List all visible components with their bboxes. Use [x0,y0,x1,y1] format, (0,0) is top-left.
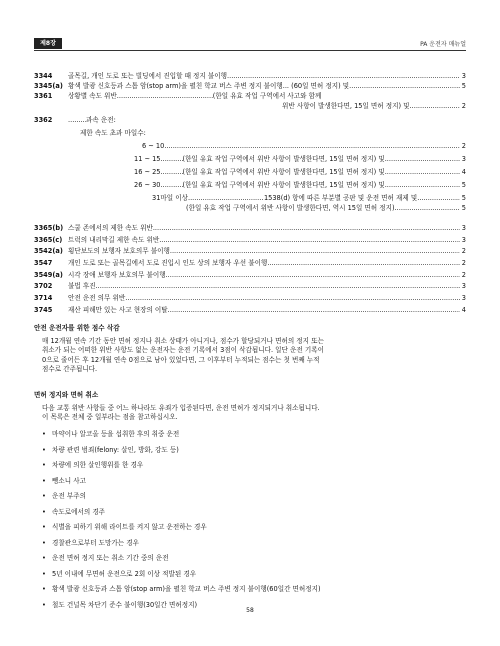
violation-code: 3702 [34,282,53,291]
violation-row [34,293,466,305]
paragraph-line: 매 12개월 연속 기간 동안 면허 정지나 취소 상태가 아니거나, 점수가 할당되거나 면허의 정지 또는 [42,337,324,345]
paragraph-line: 다음 교통 위반 사항들 중 어느 하나라도 유죄가 입증된다면, 운전 면허가 정지되거나 취소됩니다. [42,404,320,412]
violation-note: 위반 사항이 발생한다면, 15일 면허 정지) 및 [282,102,410,110]
page-header [34,38,466,51]
violation-row [34,115,466,125]
violation-row [34,81,466,91]
speed-row-continuation [34,203,466,213]
violation-text: 골목길, 개인 도로 또는 빌딩에서 진입할 때 정지 불이행 [68,72,227,80]
speed-row [34,141,466,151]
speed-note: (한일 유효 작업 구역에서 위반 사항이 발생한다면, 15일 면허 정지) 및 [182,155,385,163]
running-title: PA 운전자 매뉴얼 [420,41,466,48]
violation-text: 트럭의 내리막길 제한 속도 위반 [68,235,160,244]
violation-points: 3 [461,235,466,244]
chapter-tab: 제8장 [34,38,62,49]
speed-points: 5 [461,181,466,189]
speed-row [34,154,466,164]
violation-code: 3365(b) [34,224,64,232]
violation-code: 3345(a) [34,82,63,90]
violation-code: 3344 [34,72,53,80]
speed-row [34,193,466,203]
section-paragraph-safe-driver [42,337,466,375]
violation-row-continuation [34,101,466,111]
page-number: 58 [246,607,254,614]
violation-list-bottom [34,223,466,317]
speed-note: 1538(d) 항에 따른 부분별 공판 및 운전 면허 재제 및 [263,194,418,202]
violation-points: 4 [461,305,466,314]
violation-row [34,246,466,258]
paragraph-line: 취소가 되는 어떠한 위반 사항도 없는 운전자는 운전 기록에서 3점이 삭감됩니다. 일단 운전 기록이 [42,346,324,355]
speed-note: (한일 유효 작업 구역에서 위반 사항이 발생한다면, 15일 면허 정지) 및 [182,168,385,176]
violation-points: 5 [461,82,466,90]
violation-text: 과속 운전: [86,116,116,124]
speed-range: 31마일 이상 [152,194,188,202]
violation-points: 2 [461,102,466,110]
list-item: • 5년 이내에 무면허 운전으로 2회 이상 적발된 경우 [42,567,462,583]
paragraph-line: 이 목록은 전체 중 일부라는 점을 참고하십시오. [42,413,178,422]
violation-points: 3 [461,72,466,80]
violation-points: 2 [461,247,466,256]
speed-note: (한일 유효 작업 구역에서 위반 사항이 발생한다면, 15일 면허 정지) 및 [182,181,385,189]
violation-text: 황색 발광 신호등과 스톱 암(stop arm)을 펼친 학교 버스 주변 정지 불이행... (60일 면허 정지) 및 [68,82,350,90]
violation-text: 횡단보도의 보행자 보호의무 불이행 [68,247,170,256]
section-heading-suspension: 면허 정지와 면허 취소 [34,391,99,399]
violation-text: 상황별 속도 위반 [68,92,117,100]
violation-points: 2 [461,270,466,279]
violation-row [34,235,466,247]
paragraph-line: 0으로 줄어든 후 12개월 연속 0점으로 남아 있었다면, 그 이후부터 누적되는 점수는 첫 번째 누적 [42,355,320,364]
list-item: • 마약이나 알코올 등을 섭취한 후의 취중 운전 [42,427,462,443]
speed-row [34,180,466,190]
speed-note: (한일 유효 작업 구역에서 위반 사항이 발생한다면, 역시 15일 면허 정지) [186,204,395,212]
list-item: • 운전 부주의 [42,489,462,505]
violation-code: 3365(c) [34,235,63,244]
list-item: • 뺑소니 사고 [42,474,462,490]
section-paragraph-suspension [42,404,466,423]
violation-code: 3542(a) [34,247,63,256]
speed-points: 3 [461,155,466,163]
speed-range: 16 ~ 25 [134,168,161,176]
violation-text: 안전 운전 의무 위반 [68,294,126,303]
violation-code: 3714 [34,294,53,303]
violation-code: 3362 [34,116,53,124]
speed-range: 6 ~ 10 [142,142,165,150]
violation-row [34,223,466,235]
violation-text: 스쿨 존에서의 제한 속도 위반 [68,224,153,232]
speed-points: 4 [461,168,466,176]
speed-points: 5 [461,194,466,202]
suspension-bullet-list [42,427,462,613]
violation-points: 3 [461,282,466,291]
violation-text: 개인 도로 또는 골목길에서 도로 진입시 인도 상의 보행자 우선 불이행 [68,259,268,268]
violation-points: 3 [461,224,466,232]
list-item: • 속도로에서의 경주 [42,505,462,521]
list-item: • 차량 관련 범죄(felony: 살인, 방화, 강도 등) [42,443,462,459]
speed-points: 2 [461,142,466,150]
violation-list-top [34,71,466,213]
list-item: • 차량에 의한 살인행위를 한 경우 [42,458,462,474]
violation-code: 3361 [34,92,53,100]
violation-code: 3547 [34,259,53,268]
speed-intro: 제한 속도 초과 마일수: [80,129,146,137]
violation-row [34,91,466,101]
list-item: • 식별을 피하기 위해 라이트를 켜지 않고 운전하는 경우 [42,520,462,536]
violation-code: 3549(a) [34,270,63,279]
violation-points: 2 [461,259,466,268]
section-heading-safe-driver: 안전 운전자를 위한 점수 삭감 [34,324,120,332]
speed-row [34,167,466,177]
list-item: • 황색 발광 신호등과 스톱 암(stop arm)을 펼친 학교 버스 주변 정지 불이행(60일간 면허정지) [42,582,462,598]
speed-range: 26 ~ 30 [134,181,161,189]
violation-text: 불법 후진 [68,282,96,291]
violation-points: 3 [461,294,466,303]
speed-range: 11 ~ 15 [134,155,161,163]
violation-note: (한일 유효 작업 구역에서 사고와 함께 [212,92,322,100]
violation-code: 3745 [34,305,53,314]
violation-row [34,270,466,282]
list-item: • 철도 건널목 차단기 준수 불이행(30일간 면허정지) [42,598,462,614]
violation-text: 시각 장애 보행자 보호의무 불이행 [68,270,166,279]
violation-row [34,305,466,317]
paragraph-line: 점수로 간주됩니다. [42,365,98,374]
speed-points: 5 [461,204,466,212]
list-item: • 경찰관으로부터 도망가는 경우 [42,536,462,552]
violation-row [34,281,466,293]
list-item: • 운전 면허 정지 또는 취소 기간 중의 운전 [42,551,462,567]
violation-text: 재산 피해만 있는 사고 현장의 이탈 [68,305,168,314]
violation-row [34,258,466,270]
violation-row [34,71,466,81]
